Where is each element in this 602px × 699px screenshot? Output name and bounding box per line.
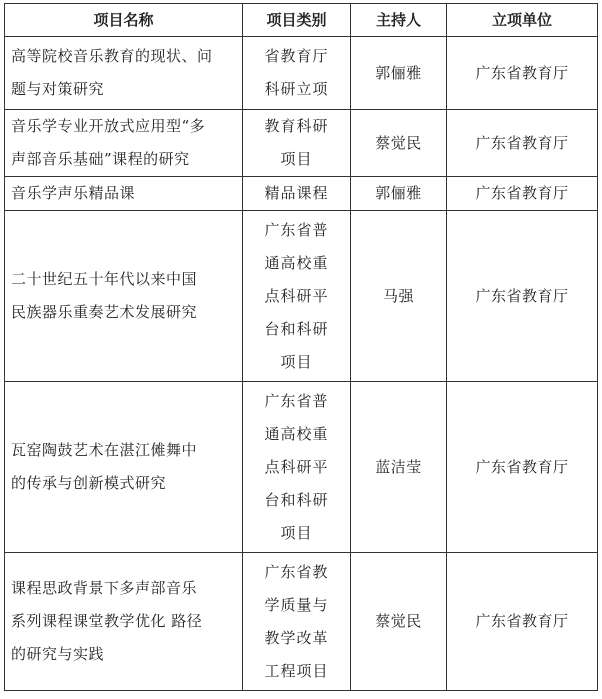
project-category-cell-line: 广东省教 [264, 562, 329, 581]
project-category-cell-line: 科研立项 [264, 80, 329, 98]
project-name-cell-line: 题与对策研究 [11, 80, 105, 98]
project-name-cell-line: 的传承与创新模式研究 [11, 474, 167, 492]
project-name-cell [5, 553, 243, 691]
project-category-cell-line: 广东省普 [264, 220, 329, 239]
table-row [5, 177, 598, 211]
host-cell: 郭俪雅 [351, 37, 447, 110]
approving-unit-cell: 广东省教育厅 [447, 110, 598, 177]
project-name-cell-line: 音乐学专业开放式应用型“多 [11, 117, 206, 135]
project-name-cell-line: 二十世纪五十年代以来中国 [11, 270, 198, 288]
table-header-row [5, 4, 598, 37]
project-name-cell [5, 177, 243, 211]
project-name-cell [5, 382, 243, 553]
host-cell: 马强 [351, 211, 447, 382]
project-category-cell-line: 学质量与 [264, 595, 329, 614]
project-category-cell-line: 教育科研 [264, 117, 329, 135]
table-row [5, 110, 598, 177]
project-name-cell-line: 民族器乐重奏艺术发展研究 [11, 303, 198, 321]
project-category-cell [243, 37, 351, 110]
project-name-cell [5, 37, 243, 110]
project-name-cell-line: 的研究与实践 [11, 645, 105, 663]
project-name-cell-line: 音乐学声乐精品课 [11, 184, 136, 202]
project-category-cell-line: 台和科研 [264, 319, 329, 338]
table-row [5, 211, 598, 382]
host-cell: 蔡觉民 [351, 553, 447, 691]
project-category-cell-line: 广东省普 [264, 391, 329, 410]
project-name-cell-line: 瓦窑陶鼓艺术在湛江傩舞中 [11, 441, 198, 459]
header-approving-unit: 立项单位 [447, 4, 598, 37]
table-row [5, 382, 598, 553]
project-category-cell-line: 工程项目 [264, 661, 329, 680]
approving-unit-cell: 广东省教育厅 [447, 37, 598, 110]
project-name-cell [5, 110, 243, 177]
approving-unit-cell: 广东省教育厅 [447, 382, 598, 553]
table-row [5, 553, 598, 691]
header-host: 主持人 [351, 4, 447, 37]
project-name-cell-line: 高等院校音乐教育的现状、问 [11, 47, 213, 65]
project-category-cell [243, 553, 351, 691]
project-category-cell-line: 通高校重 [264, 424, 329, 443]
project-name-cell-line: 声部音乐基础”课程的研究 [11, 150, 190, 168]
approving-unit-cell: 广东省教育厅 [447, 553, 598, 691]
table-row [5, 37, 598, 110]
host-cell: 郭俪雅 [351, 177, 447, 211]
project-category-cell-line: 点科研平 [264, 457, 329, 476]
project-category-cell-line: 精品课程 [264, 184, 329, 202]
table-body [5, 37, 598, 691]
project-category-cell-line: 教学改革 [264, 628, 329, 647]
host-cell: 蔡觉民 [351, 110, 447, 177]
project-category-cell [243, 177, 351, 211]
header-project-name: 项目名称 [5, 4, 243, 37]
project-name-cell [5, 211, 243, 382]
project-category-cell-line: 省教育厅 [264, 47, 329, 65]
project-category-cell [243, 211, 351, 382]
host-cell: 蓝洁莹 [351, 382, 447, 553]
project-category-cell-line: 项目 [280, 150, 313, 168]
header-project-category: 项目类别 [243, 4, 351, 37]
project-name-cell-line: 系列课程课堂教学优化 路径 [11, 612, 203, 630]
project-category-cell-line: 通高校重 [264, 253, 329, 272]
projects-table [4, 3, 598, 691]
project-category-cell-line: 项目 [280, 523, 313, 542]
project-category-cell [243, 110, 351, 177]
approving-unit-cell: 广东省教育厅 [447, 211, 598, 382]
project-category-cell [243, 382, 351, 553]
project-name-cell-line: 课程思政背景下多声部音乐 [11, 579, 198, 597]
project-category-cell-line: 台和科研 [264, 490, 329, 509]
project-category-cell-line: 点科研平 [264, 286, 329, 305]
approving-unit-cell: 广东省教育厅 [447, 177, 598, 211]
project-category-cell-line: 项目 [280, 352, 313, 371]
